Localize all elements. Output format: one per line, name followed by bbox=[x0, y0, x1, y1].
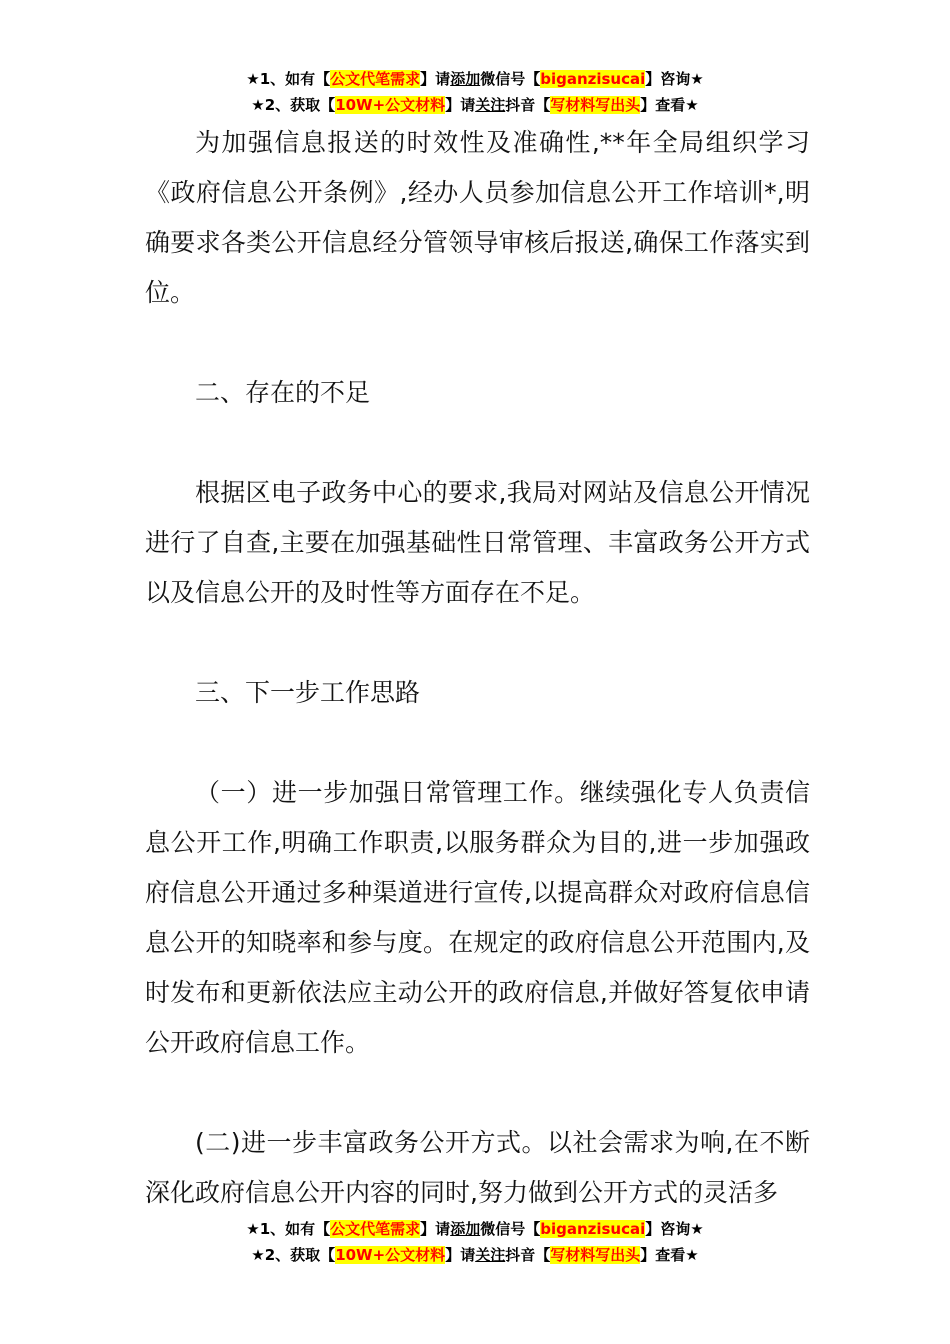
paragraph-2: 根据区电子政务中心的要求,我局对网站及信息公开情况进行了自查,主要在加强基础性日常管理、丰富政务公开方式以及信息公开的及时性等方面存在不足。 bbox=[145, 478, 810, 607]
footer-banner-line-1: ★1、如有【公文代笔需求】请添加微信号【biganzisucai】咨询★ bbox=[246, 1220, 704, 1238]
section-heading-3: 三、下一步工作思路 bbox=[195, 678, 421, 707]
footer-highlight-materials: 10W+公文材料 bbox=[335, 1246, 446, 1264]
header-banner bbox=[0, 66, 950, 118]
footer-banner-line-2: ★2、获取【10W+公文材料】请关注抖音【写材料写出头】查看★ bbox=[251, 1246, 699, 1264]
paragraph-1: 为加强信息报送的时效性及准确性,**年全局组织学习《政府信息公开条例》,经办人员参加信息公开工作培训*,明确要求各类公开信息经分管领导审核后报送,确保工作落实到位。 bbox=[145, 128, 810, 307]
highlight-wechat-id: biganzisucai bbox=[540, 70, 646, 88]
paragraph-3: （一）进一步加强日常管理工作。继续强化专人负责信息公开工作,明确工作职责,以服务群众为目的,进一步加强政府信息公开通过多种渠道进行宣传,以提高群众对政府信息信息公开的知晓率和参与度。在规定的政府信息公开范围内,及时发布和更新依法应主动公开的政府信息,并做好答复依申请公开政府信息工作。 bbox=[145, 778, 810, 1057]
highlight-materials: 10W+公文材料 bbox=[335, 96, 446, 114]
footer-highlight-service: 公文代笔需求 bbox=[330, 1220, 421, 1238]
document-body bbox=[145, 118, 810, 1218]
paragraph-4: (二)进一步丰富政务公开方式。以社会需求为响,在不断深化政府信息公开内容的同时,努力做到公开方式的灵活多 bbox=[145, 1128, 810, 1207]
banner-line-1: ★1、如有【公文代笔需求】请添加微信号【biganzisucai】咨询★ bbox=[246, 70, 704, 88]
banner-line-2: ★2、获取【10W+公文材料】请关注抖音【写材料写出头】查看★ bbox=[251, 96, 699, 114]
footer-banner bbox=[0, 1216, 950, 1268]
section-heading-2: 二、存在的不足 bbox=[195, 378, 371, 407]
highlight-service: 公文代笔需求 bbox=[330, 70, 421, 88]
footer-highlight-douyin-account: 写材料写出头 bbox=[550, 1246, 641, 1264]
footer-highlight-wechat-id: biganzisucai bbox=[540, 1220, 646, 1238]
highlight-douyin-account: 写材料写出头 bbox=[550, 96, 641, 114]
